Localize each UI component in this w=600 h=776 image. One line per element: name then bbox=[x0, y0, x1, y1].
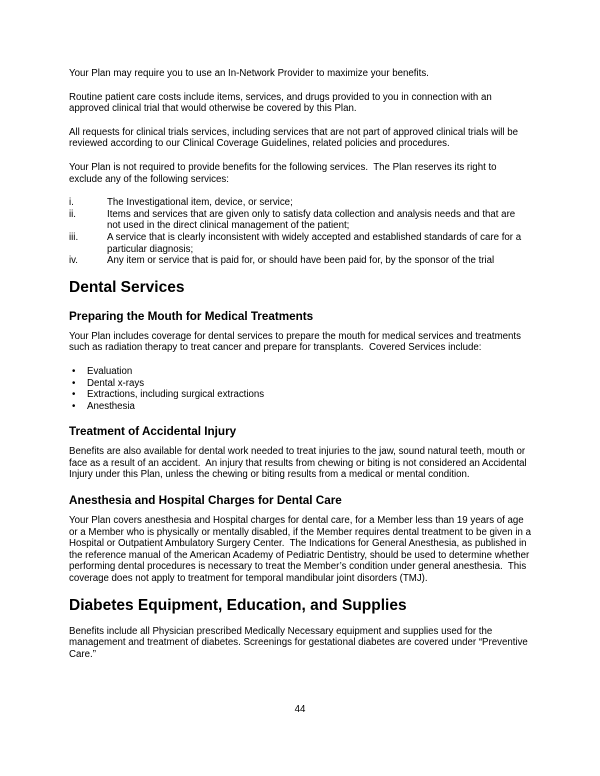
bullet-icon: • bbox=[72, 377, 76, 389]
list-item-number: i. bbox=[69, 197, 74, 209]
list-item-text: A service that is clearly inconsistent with widely accepted and established standards of care for a particular diagnosis; bbox=[107, 231, 524, 255]
intro-paragraph-routine-costs: Routine patient care costs include items, services, and drugs provided to you in connection with an approved clinical trial that would otherwise be covered by this Plan. bbox=[69, 91, 495, 115]
intro-paragraph-network: Your Plan may require you to use an In-Network Provider to maximize your benefits. bbox=[69, 68, 429, 79]
list-item bbox=[69, 389, 531, 401]
list-item bbox=[69, 209, 531, 232]
list-item bbox=[69, 378, 531, 390]
list-item bbox=[69, 197, 531, 209]
intro-paragraph-exclusions: Your Plan is not required to provide benefits for the following services. The Plan reserves its right to exclude any of the following services: bbox=[69, 161, 500, 185]
list-item-text: Evaluation bbox=[87, 365, 133, 377]
list-item-text: Extractions, including surgical extractions bbox=[87, 389, 265, 401]
covered-services-bullet-list bbox=[69, 366, 531, 412]
list-item bbox=[69, 401, 531, 413]
list-item-text: Any item or service that is paid for, or should have been paid for, by the sponsor of the trial bbox=[107, 255, 495, 267]
list-item bbox=[69, 366, 531, 378]
list-item-text: The Investigational item, device, or service; bbox=[107, 197, 293, 209]
accidental-injury-paragraph: Benefits are also available for dental work needed to treat injuries to the jaw, sound natural teeth, mouth or face as a result of an accident. An injury that results from chewing or biting is not considered an Accidental Injury under this Plan, unless the chewing or biting results from a medical or mental condition. bbox=[69, 446, 530, 481]
diabetes-paragraph: Benefits include all Physician prescribed Medically Necessary equipment and supplies used for the management and treatment of diabetes. Screenings for gestational diabetes are covered under “Preventive Care.” bbox=[69, 625, 531, 660]
list-item bbox=[69, 232, 531, 255]
list-item-text: Anesthesia bbox=[87, 400, 135, 412]
list-item-number: iv. bbox=[69, 255, 78, 267]
section-heading-diabetes: Diabetes Equipment, Education, and Supplies bbox=[69, 596, 407, 614]
exclusion-roman-list bbox=[69, 197, 531, 267]
list-item bbox=[69, 255, 531, 267]
intro-paragraph-requests: All requests for clinical trials services, including services that are not part of approved clinical trials will be reviewed according to our Clinical Coverage Guidelines, related policies and procedures. bbox=[69, 126, 521, 150]
page-number: 44 bbox=[294, 704, 306, 715]
subsection-heading-preparing-mouth: Preparing the Mouth for Medical Treatments bbox=[69, 309, 314, 323]
bullet-icon: • bbox=[72, 389, 76, 401]
list-item-number: iii. bbox=[69, 231, 79, 243]
list-item-text: Dental x-rays bbox=[87, 377, 145, 389]
section-heading-dental-services: Dental Services bbox=[69, 278, 185, 296]
preparing-mouth-paragraph: Your Plan includes coverage for dental services to prepare the mouth for medical services and treatments such as radiation therapy to treat cancer and prepare for transplants. Covered Services include: bbox=[69, 330, 524, 354]
subsection-heading-anesthesia-hospital-charges: Anesthesia and Hospital Charges for Dental Care bbox=[69, 494, 342, 508]
list-item-text: Items and services that are given only to satisfy data collection and analysis needs and that are not used in the direct clinical management of the patient; bbox=[107, 208, 518, 232]
subsection-heading-accidental-injury: Treatment of Accidental Injury bbox=[69, 425, 237, 439]
list-item-number: ii. bbox=[69, 208, 76, 220]
bullet-icon: • bbox=[72, 400, 76, 412]
bullet-icon: • bbox=[72, 365, 76, 377]
anesthesia-hospital-paragraph: Your Plan covers anesthesia and Hospital charges for dental care, for a Member less than 19 years of age or a Member who is physically or mentally disabled, if the Member requires dental treatment to be given in a Hospital or Outpatient Ambulatory Surgery Center. The Indications for General Anesthesia, as published in the reference manual of the American Academy of Pediatric Dentistry, should be used to determine whether performing dental procedures is necessary to treat the Member’s condition under general anesthesia. This coverage does not apply to treatment for temporal mandibular joint disorders (TMJ). bbox=[69, 515, 534, 585]
